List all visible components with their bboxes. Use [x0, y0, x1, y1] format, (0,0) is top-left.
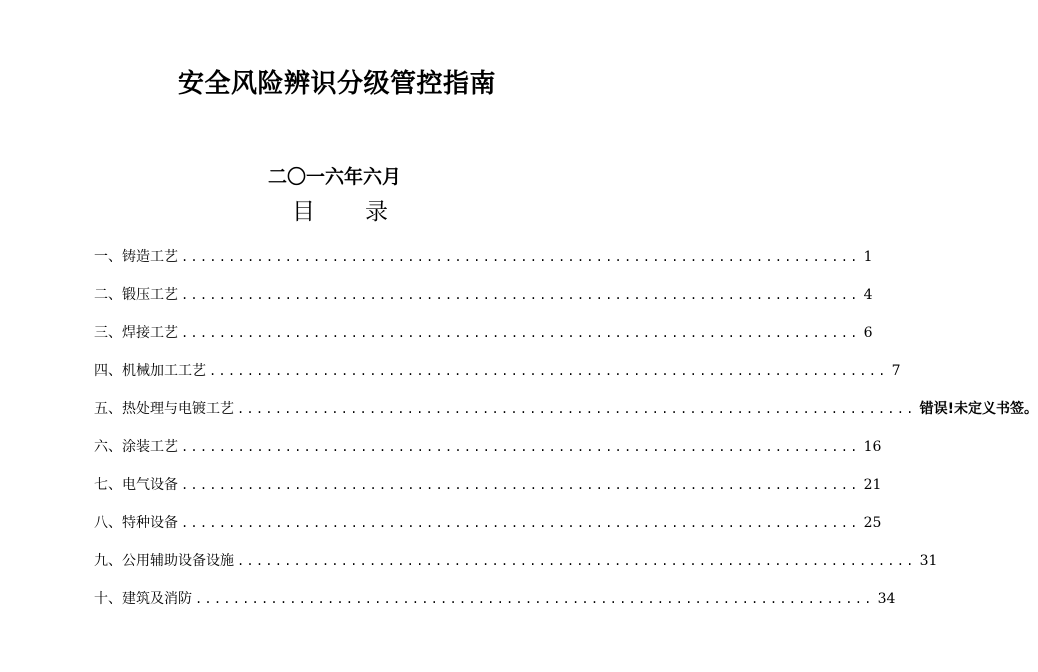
toc-entry-page: 25 — [863, 515, 882, 531]
toc-entry-label: 八、特种设备 — [94, 515, 178, 531]
toc-entry[interactable] — [94, 352, 901, 390]
toc-entry[interactable] — [94, 428, 882, 466]
toc-leader-dots: ........................................................................ — [181, 326, 860, 340]
toc-entry-page: 16 — [863, 439, 882, 455]
toc-entry-label: 十、建筑及消防 — [94, 591, 192, 607]
toc-entry[interactable] — [94, 466, 882, 504]
toc-entry-page: 31 — [919, 553, 938, 569]
toc-entry[interactable] — [94, 390, 1038, 428]
toc-leader-dots: ........................................................................ — [209, 364, 888, 378]
toc-entry[interactable] — [94, 542, 938, 580]
toc-leader-dots: ........................................................................ — [237, 554, 916, 568]
toc-entry[interactable] — [94, 314, 873, 352]
toc-entry-label: 一、铸造工艺 — [94, 249, 178, 265]
toc-leader-dots: ........................................................................ — [181, 516, 860, 530]
toc-leader-dots: ........................................................................ — [181, 478, 860, 492]
toc-heading: 目录 — [292, 199, 438, 225]
toc-entry[interactable] — [94, 276, 873, 314]
toc-entry-label: 四、机械加工工艺 — [94, 363, 206, 379]
document-title: 安全风险辨识分级管控指南 — [178, 69, 497, 99]
toc-entry-page: 21 — [863, 477, 882, 493]
toc-entry-page: 4 — [863, 287, 873, 303]
toc-entry-label: 六、涂装工艺 — [94, 439, 178, 455]
toc-leader-dots: ........................................................................ — [181, 440, 860, 454]
toc-entry-label: 九、公用辅助设备设施 — [94, 553, 234, 569]
toc-entry-page: 6 — [863, 325, 873, 341]
toc-entry[interactable] — [94, 238, 873, 276]
toc-entry-page: 7 — [891, 363, 901, 379]
toc-leader-dots: ........................................................................ — [181, 250, 860, 264]
toc-entry-page: 34 — [877, 591, 896, 607]
toc-entry-label: 五、热处理与电镀工艺 — [94, 401, 234, 417]
toc-entry[interactable] — [94, 504, 882, 542]
toc-entry-label: 三、焊接工艺 — [94, 325, 178, 341]
toc-leader-dots: ........................................................................ — [237, 402, 916, 416]
table-of-contents — [94, 238, 1038, 618]
toc-leader-dots: ........................................................................ — [195, 592, 874, 606]
toc-entry-page: 1 — [863, 249, 873, 265]
toc-entry[interactable] — [94, 580, 896, 618]
toc-entry-label: 二、锻压工艺 — [94, 287, 178, 303]
toc-entry-page-error: 错误!未定义书签。 — [919, 401, 1038, 417]
toc-entry-label: 七、电气设备 — [94, 477, 178, 493]
document-date: 二〇一六年六月 — [268, 166, 402, 188]
toc-leader-dots: ........................................................................ — [181, 288, 860, 302]
